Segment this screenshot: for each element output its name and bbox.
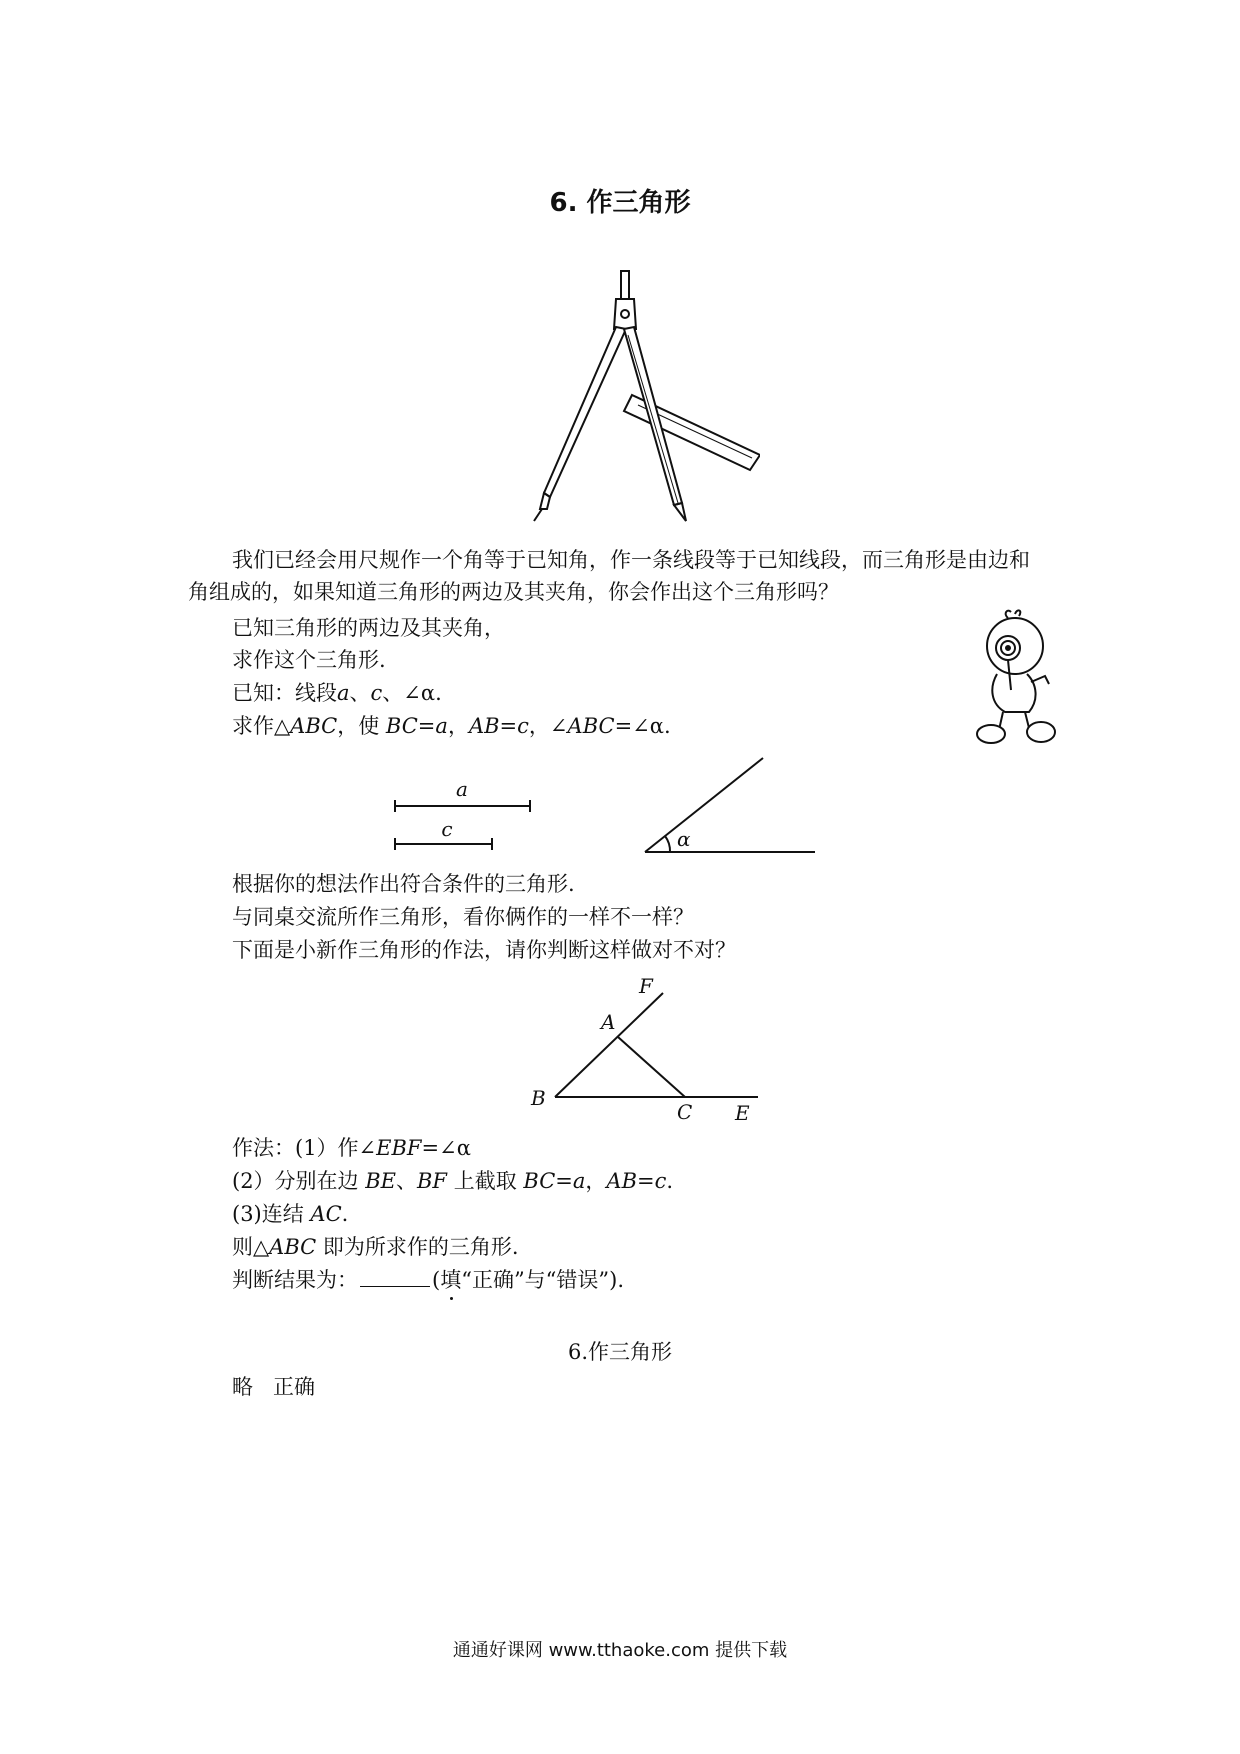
given-figure xyxy=(380,750,830,860)
triangle-figure xyxy=(525,975,775,1125)
page-title: 6. 作三角形 xyxy=(549,188,691,218)
ray-bf xyxy=(555,993,663,1097)
given-statement: 已知：线段a、c、∠α. xyxy=(232,681,442,705)
cartoon-character xyxy=(975,608,1065,748)
segment-a xyxy=(395,800,530,812)
label-e: E xyxy=(735,1101,750,1125)
construct-statement: 求作△ABC，使 BC=a，AB=c，∠ABC=∠α. xyxy=(232,714,671,738)
method-result: 则△ABC 即为所求作的三角形. xyxy=(232,1235,519,1259)
method-step-2: (2）分别在边 BE、BF 上截取 BC=a，AB=c. xyxy=(232,1169,674,1193)
intro-line-1: 我们已经会用尺规作一个角等于已知角，作一条线段等于已知线段，而三角形是由边和 xyxy=(232,548,1030,572)
problem-line-2: 求作这个三角形. xyxy=(232,648,386,672)
label-b: B xyxy=(531,1086,546,1110)
method-step-1: 作法：(1）作∠EBF=∠α xyxy=(232,1136,471,1160)
problem-line-1: 已知三角形的两边及其夹角， xyxy=(232,616,505,640)
label-alpha: α xyxy=(677,827,691,851)
label-a: a xyxy=(456,777,468,801)
intro-line-2: 角组成的，如果知道三角形的两边及其夹角，你会作出这个三角形吗？ xyxy=(188,580,839,604)
label-c: C xyxy=(677,1100,693,1124)
task-line-2: 与同桌交流所作三角形，看你俩作的一样不一样？ xyxy=(232,905,694,929)
answer-blank[interactable] xyxy=(360,1266,430,1287)
answer-line: 略 正确 xyxy=(232,1375,315,1399)
compass-ruler-illustration xyxy=(520,265,760,525)
segment-ac xyxy=(618,1037,685,1097)
label-c: c xyxy=(441,817,453,841)
footer: 通通好课网 www.tthaoke.com 提供下载 xyxy=(452,1640,788,1661)
label-a: A xyxy=(601,1010,616,1034)
angle-alpha xyxy=(645,758,815,852)
answer-title: 6.作三角形 xyxy=(567,1340,673,1364)
judge-line: 判断结果为： (填“正确”与“错误”). xyxy=(232,1268,625,1292)
task-line-1: 根据你的想法作出符合条件的三角形. xyxy=(232,872,575,896)
task-line-3: 下面是小新作三角形的作法，请你判断这样做对不对？ xyxy=(232,938,736,962)
label-f: F xyxy=(639,975,653,998)
method-step-3: (3)连结 AC. xyxy=(232,1202,349,1226)
